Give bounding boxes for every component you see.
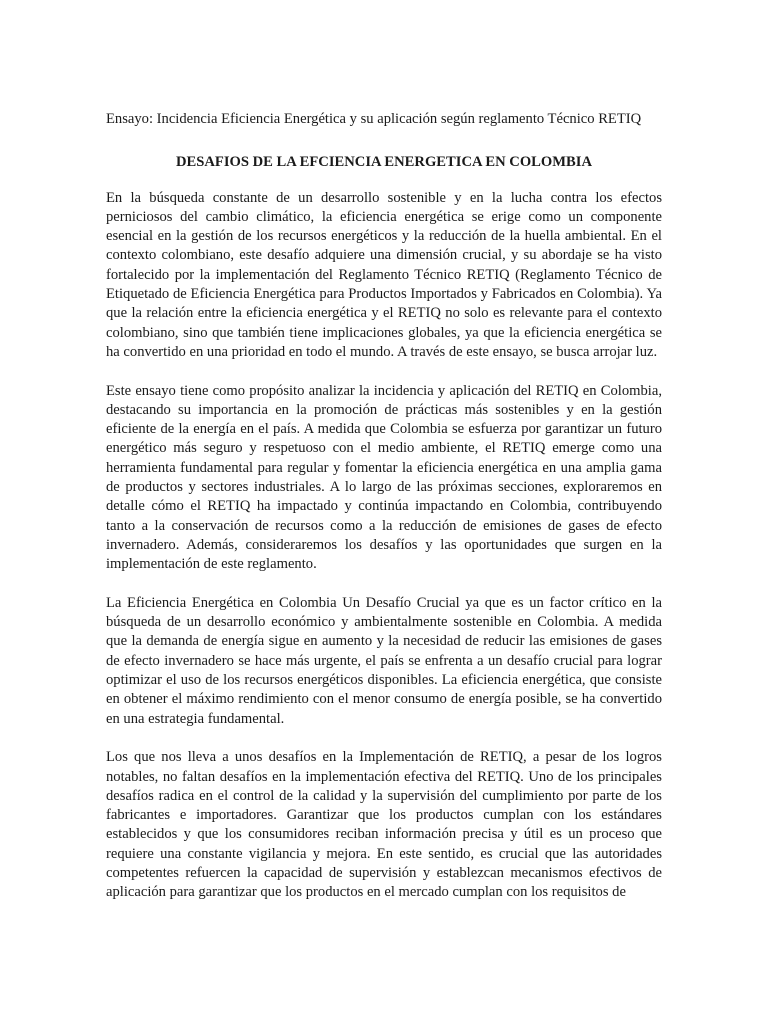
paragraph-4: Los que nos lleva a unos desafíos en la Implementación de RETIQ, a pesar de los logros notables, no faltan desafíos en la implementación efectiva del RETIQ. Uno de los principales desafíos radica en el control de la calidad y la supervisión del cumplimiento por parte de los fabricantes e importadores. Garantizar que los productos cumplan con los estándares establecidos y que los consumidores reciban información precisa y útil es un proceso que requiere una constante vigilancia y mejora. En este sentido, es crucial que las autoridades competentes refuercen la capacidad de supervisión y establezcan mecanismos efectivos de aplicación para garantizar que los productos en el mercado cumplan con los requisitos de <box>106 749 662 901</box>
paragraph-3: La Eficiencia Energética en Colombia Un Desafío Crucial ya que es un factor crítico en la búsqueda de un desarrollo económico y ambientalmente sostenible en Colombia. A medida que la demanda de energía sigue en aumento y la necesidad de reducir las emisiones de gases de efecto invernadero se hace más urgente, el país se enfrenta a un desafío crucial para lograr optimizar el uso de los recursos energéticos disponibles. La eficiencia energética, que consiste en obtener el máximo rendimiento con el menor consumo de energía posible, se ha convertido en una estrategia fundamental. <box>106 594 662 727</box>
document-title: DESAFIOS DE LA EFCIENCIA ENERGETICA EN COLOMBIA <box>175 154 592 171</box>
paragraph-2: Este ensayo tiene como propósito analizar la incidencia y aplicación del RETIQ en Colombia, destacando su importancia en la promoción de prácticas más sostenibles y en la gestión eficiente de la energía en el país. A medida que Colombia se esfuerza por garantizar un futuro energético más seguro y respetuoso con el medio ambiente, el RETIQ emerge como una herramienta fundamental para regular y fomentar la eficiencia energética en una amplia gama de productos y sectores industriales. A lo largo de las próximas secciones, exploraremos en detalle cómo el RETIQ ha impactado y continúa impactando en Colombia, contribuyendo tanto a la conservación de recursos como a la reducción de emisiones de gases de efecto invernadero. Además, consideraremos los desafíos y las oportunidades que surgen en la implementación de este reglamento. <box>106 382 662 573</box>
document-header: Ensayo: Incidencia Eficiencia Energética y su aplicación según reglamento Técnico RETIQ <box>106 111 642 127</box>
paragraph-1: En la búsqueda constante de un desarrollo sostenible y en la lucha contra los efectos perniciosos del cambio climático, la eficiencia energética se erige como un componente esencial en la gestión de los recursos energéticos y la reducción de la huella ambiental. En el contexto colombiano, este desafío adquiere una dimensión crucial, y su abordaje se ha visto fortalecido por la implementación del Reglamento Técnico RETIQ (Reglamento Técnico de Etiquetado de Eficiencia Energética para Productos Importados y Fabricados en Colombia). Ya que la relación entre la eficiencia energética y el RETIQ no solo es relevante para el contexto colombiano, sino que también tiene implicaciones globales, ya que la eficiencia energética se ha convertido en una prioridad en todo el mundo. A través de este ensayo, se busca arrojar luz. <box>106 189 662 360</box>
